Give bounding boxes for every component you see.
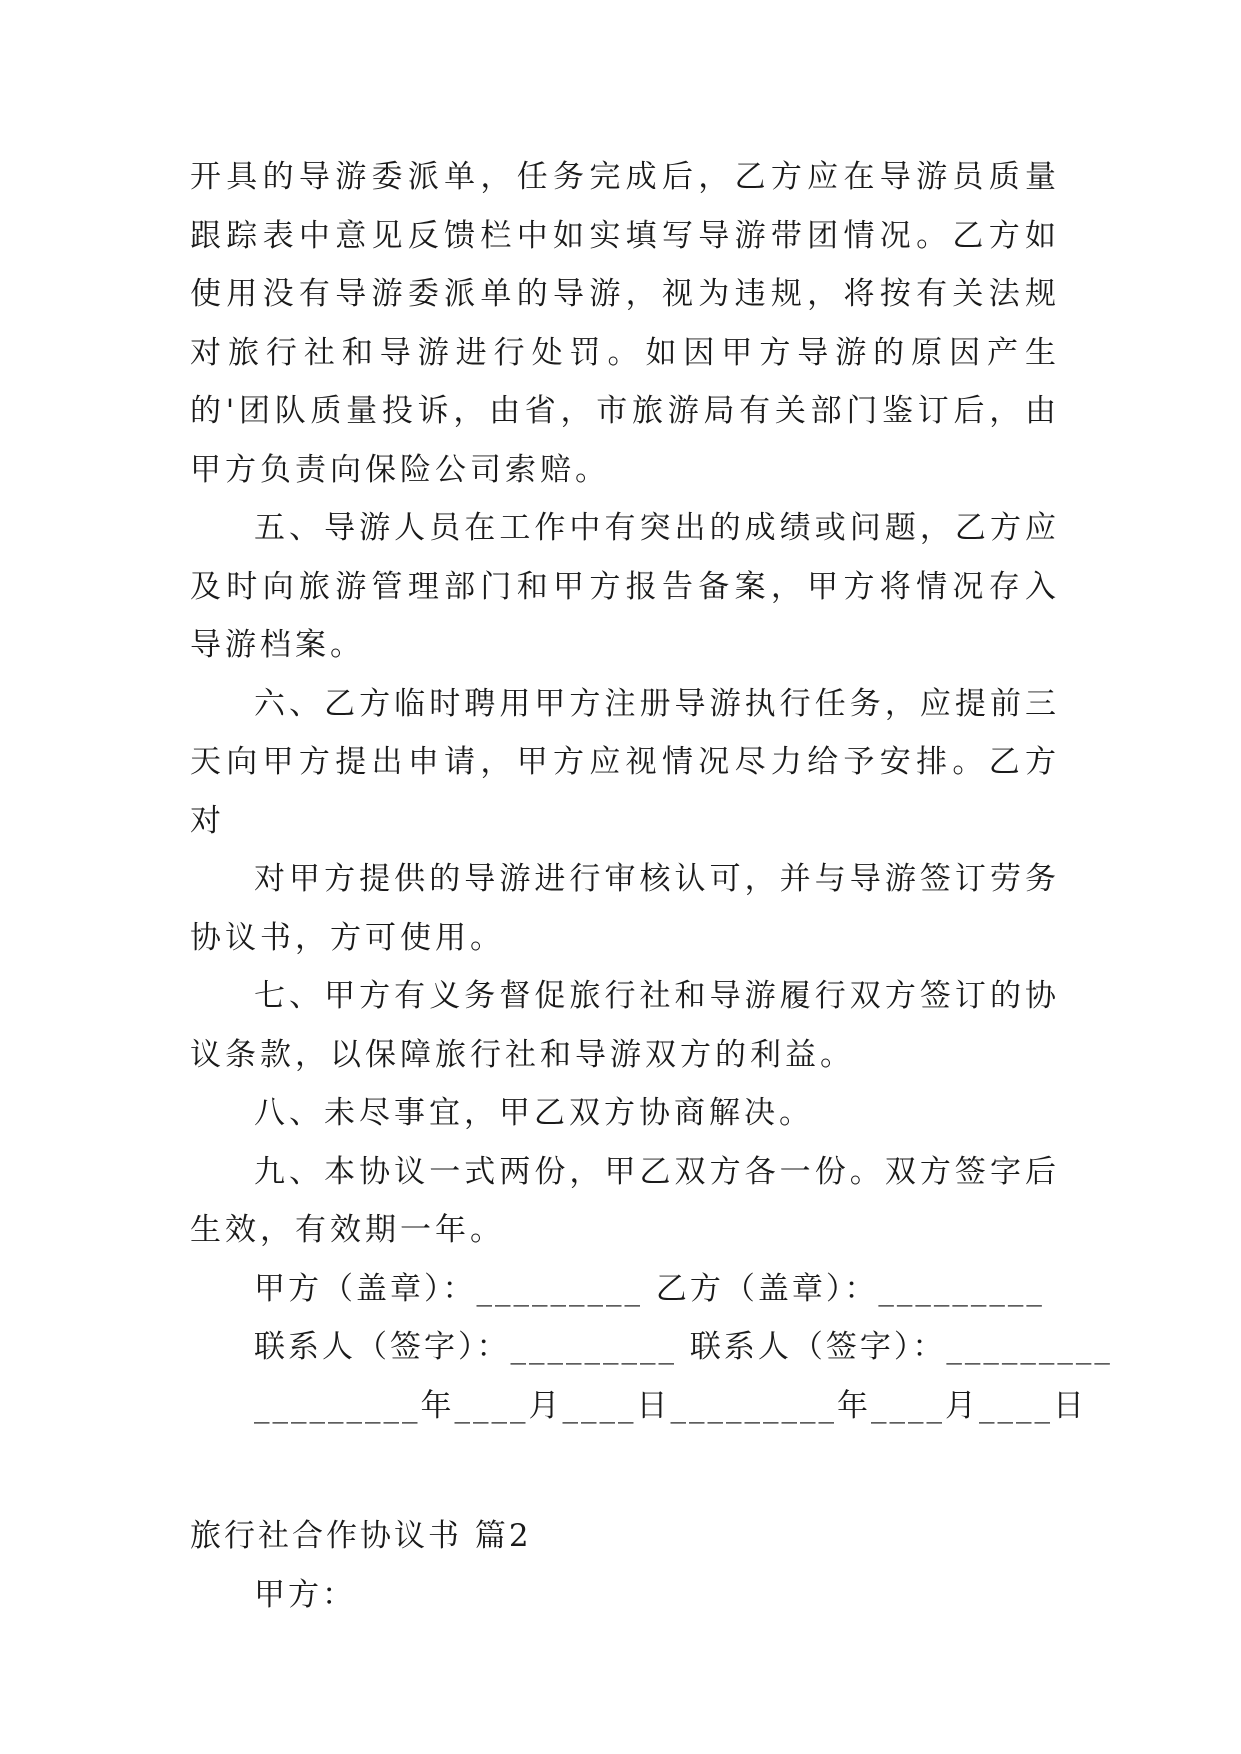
- clause-nine: 九、本协议一式两份，甲乙双方各一份。双方签字后生效，有效期一年。: [190, 1153, 1060, 1248]
- date-line: _________年____月____日_________年____月____日: [254, 1387, 1087, 1424]
- seal-line: 甲方（盖章）：_________ 乙方（盖章）：_________: [254, 1270, 1045, 1307]
- clause-eight: 八、未尽事宜，甲乙双方协商解决。: [254, 1095, 814, 1131]
- paragraph-continuation: 开具的导游委派单，任务完成后，乙方应在导游员质量跟踪表中意见反馈栏中如实填写导游带团情况。乙方如使用没有导游委派单的导游，视为违规，将按有关法规对旅行社和导游进行处罚。如因甲方导游的原因产生的'团队质量投诉，由省，市旅游局有关部门鉴订后，由甲方负责向保险公司索赔。: [190, 159, 1060, 488]
- clause-five: 五、导游人员在工作中有突出的成绩或问题，乙方应及时向旅游管理部门和甲方报告备案，甲方将情况存入导游档案。: [190, 510, 1060, 663]
- clause-seven: 七、甲方有义务督促旅行社和导游履行双方签订的协议条款，以保障旅行社和导游双方的利益。: [190, 978, 1060, 1073]
- clause-six-continuation: 对甲方提供的导游进行审核认可，并与导游签订劳务协议书，方可使用。: [190, 861, 1060, 956]
- section-heading: 旅行社合作协议书 篇2: [190, 1518, 532, 1554]
- clause-six: 六、乙方临时聘用甲方注册导游执行任务，应提前三天向甲方提出申请，甲方应视情况尽力给予安排。乙方对: [190, 685, 1060, 839]
- party-a-label: 甲方：: [254, 1576, 356, 1613]
- section-gap: [190, 1435, 1060, 1507]
- contact-signature-line: 联系人（签字）：_________ 联系人（签字）：_________: [254, 1329, 1113, 1365]
- document-page: [190, 148, 1113, 1624]
